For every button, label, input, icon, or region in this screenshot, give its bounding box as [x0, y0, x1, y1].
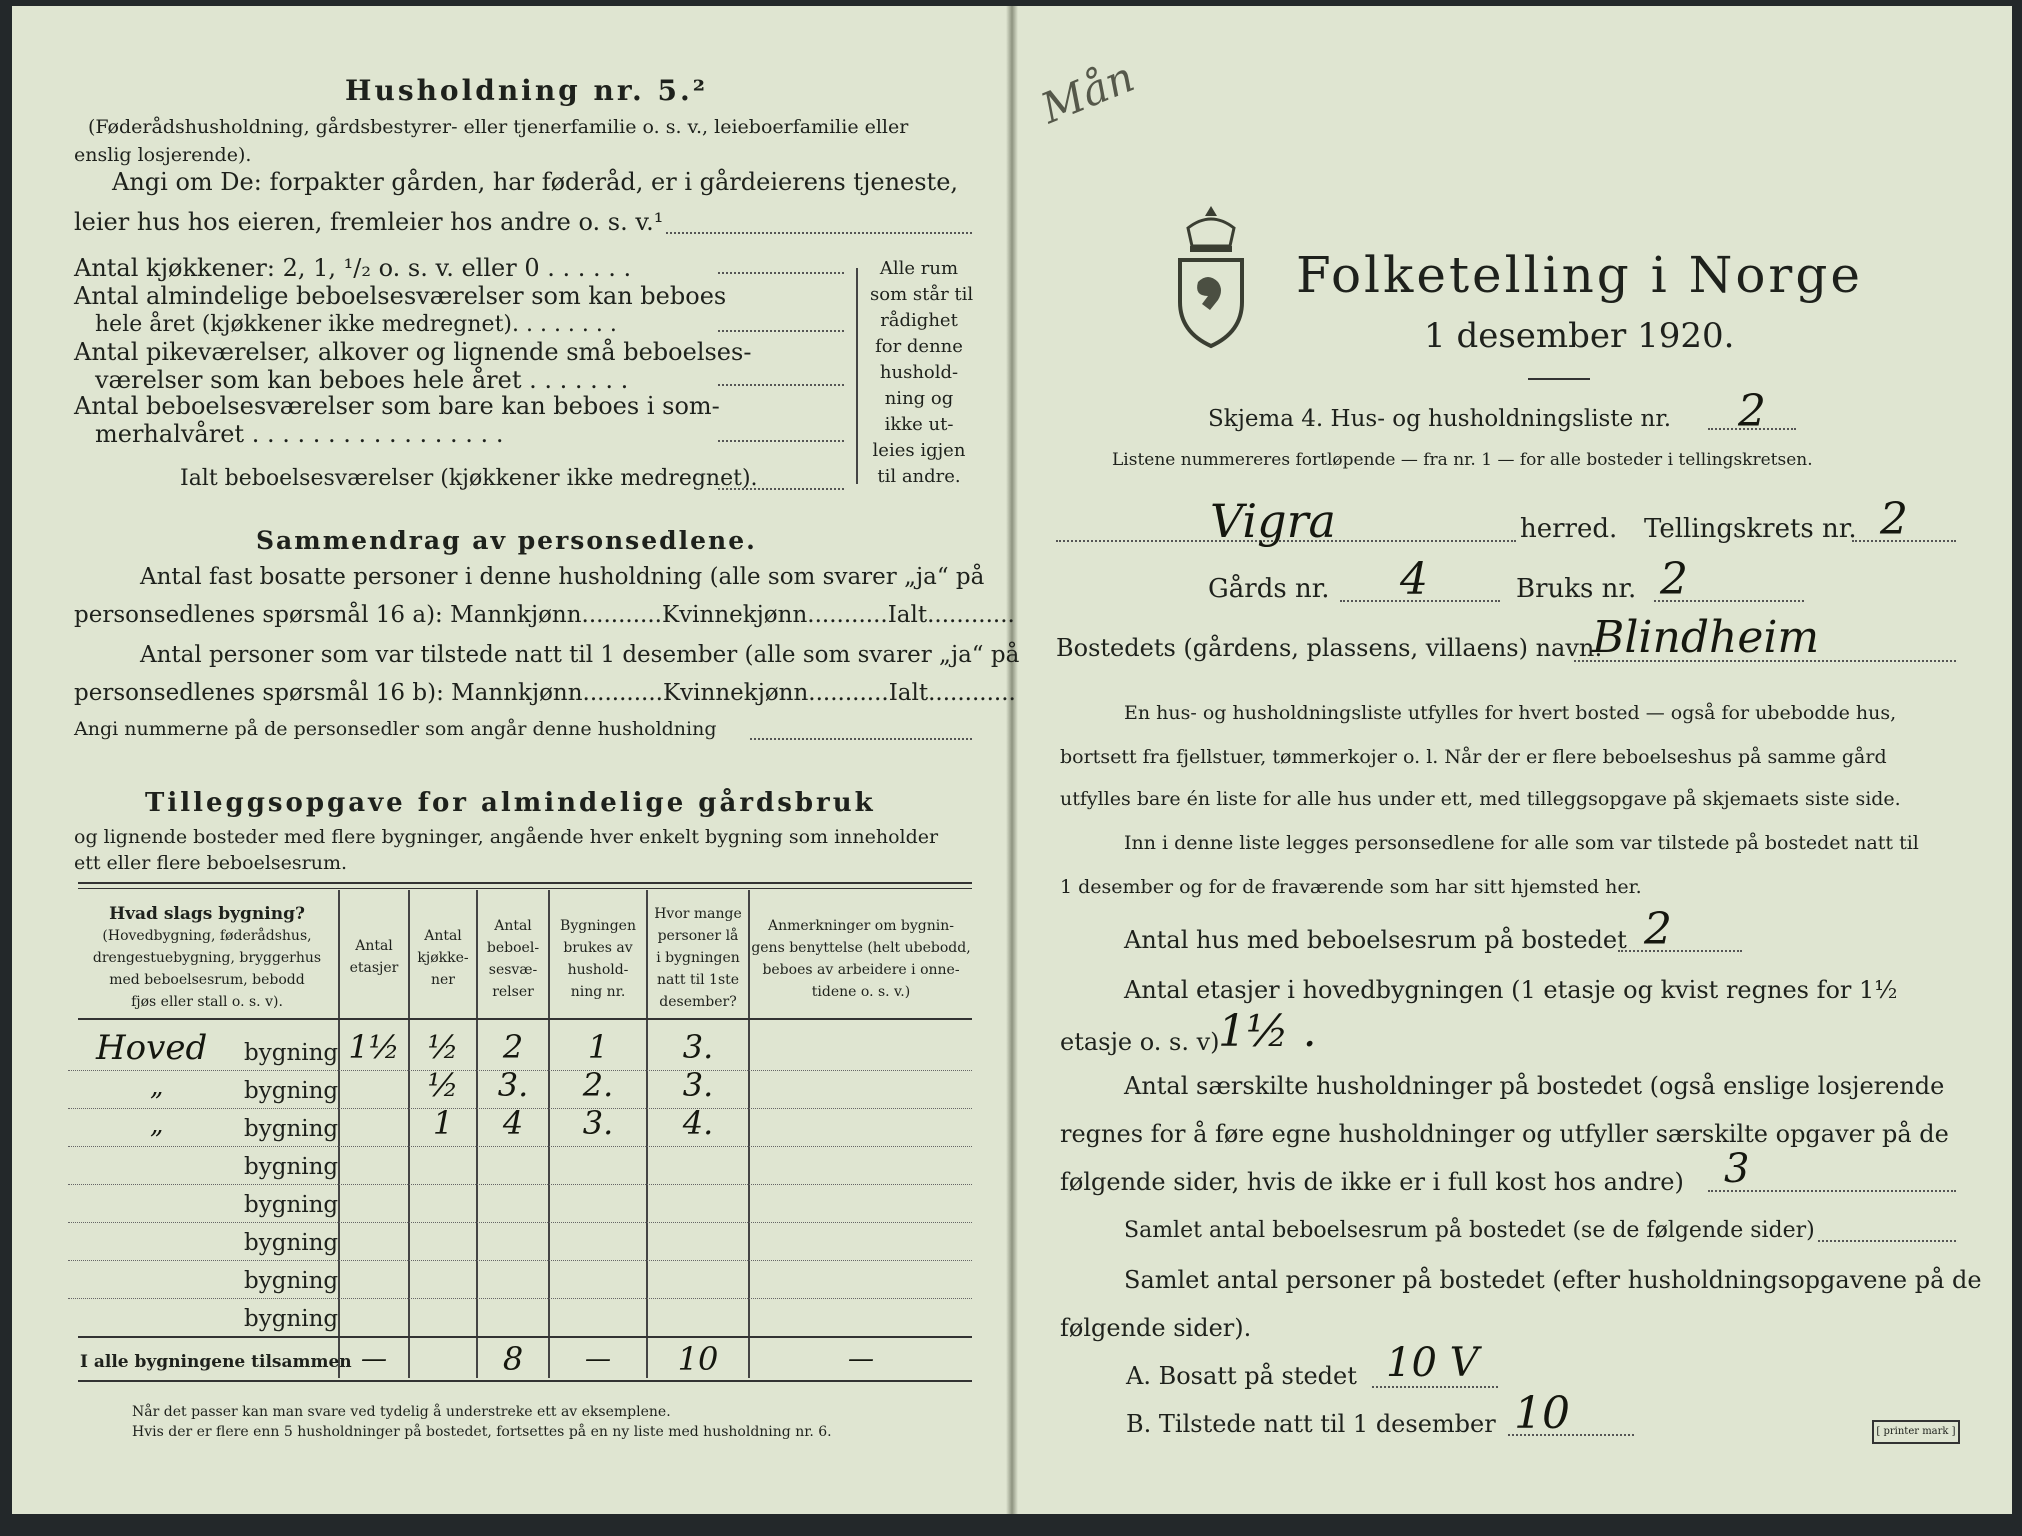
brace-note-2: rådighet	[880, 310, 958, 331]
table-top-rule	[78, 882, 972, 884]
rooms-line-2: Antal almindelige beboelsesværelser som kan beboes	[74, 282, 727, 310]
row-label-7: bygning	[244, 1306, 339, 1332]
row-label-3: bygning	[244, 1154, 339, 1180]
bosatt-fill	[1372, 1386, 1498, 1388]
row-hush-0: 1	[587, 1028, 609, 1066]
coat-of-arms-icon	[1168, 202, 1254, 350]
col-header-kjokken-2: ner	[431, 972, 455, 988]
col-header-pers-2: i bygningen	[656, 950, 740, 966]
col-header-etasjer-0: Antal	[355, 938, 393, 954]
col-header-pers-1: personer lå	[657, 928, 739, 944]
summary-line-4: personsedlenes spørsmål 16 b): Mannkjønn...........Kvinnekjønn...........Ialt............	[74, 680, 1016, 706]
header-rule	[78, 1018, 972, 1020]
row-hush-2: 3.	[582, 1104, 614, 1142]
col-header-anm-3: tidene o. s. v.)	[811, 984, 911, 1000]
census-title: Folketelling i Norge	[1296, 246, 1863, 304]
page-fold	[1006, 6, 1018, 1514]
row-vaer-2: 4	[502, 1104, 524, 1142]
col-header-pers-4: desember?	[659, 994, 737, 1010]
brace-note-3: for denne	[875, 336, 963, 357]
margin-scribble: Mån	[1034, 51, 1141, 134]
col-header-anm-1: gens benyttelse (helt ubebodd,	[751, 940, 971, 956]
rooms-fill-4	[718, 440, 844, 442]
total-rule	[78, 1336, 972, 1338]
rooms-line-3: hele året (kjøkkener ikke medregnet). . . . . . . .	[95, 312, 617, 337]
bosted-label: Bostedets (gårdens, plassens, villaens) navn:	[1056, 634, 1603, 662]
summary-line-5: Angi nummerne på de personsedler som angår denne husholdning	[74, 718, 717, 740]
row-etasjer-0: 1½	[348, 1028, 400, 1066]
summary-line-1: Antal fast bosatte personer i denne husholdning (alle som svarer „ja“ på	[140, 564, 985, 590]
brace-note-0: Alle rum	[879, 258, 959, 279]
samlet-pers-2: følgende sider).	[1060, 1314, 1252, 1342]
row-label-0: bygning	[244, 1040, 339, 1066]
listene-note: Listene nummereres fortløpende — fra nr. 1 — for alle bosteder i tellingskretsen.	[1112, 450, 1813, 470]
para1-line-3: utfylles bare én liste for alle hus under ett, med tilleggsopgave på skjemaets siste side.	[1060, 788, 1901, 810]
para2-line-2: 1 desember og for de fraværende som har sitt hjemsted her.	[1060, 876, 1642, 898]
samlet-rum: Samlet antal beboelsesrum på bostedet (se de følgende sider)	[1124, 1218, 1815, 1243]
total-hush: —	[585, 1344, 611, 1374]
hus-label: Antal hus med beboelsesrum på bostedet	[1124, 926, 1627, 954]
row-hush-1: 2.	[582, 1066, 614, 1104]
footnote-1: Når det passer kan man svare ved tydelig å understreke ett av eksemplene.	[132, 1404, 671, 1420]
row-line-2	[68, 1146, 972, 1147]
herred-label: herred.	[1520, 514, 1618, 544]
row-line-4	[68, 1222, 972, 1223]
rooms-fill-3	[718, 384, 844, 386]
nummerne-fill	[750, 738, 972, 740]
row-type-0: Hoved	[96, 1028, 208, 1068]
samlet-rum-fill	[1818, 1240, 1956, 1242]
gards-label: Gårds nr.	[1208, 574, 1330, 604]
rooms-line-6: Antal beboelsesværelser som bare kan beboes i som-	[74, 392, 720, 420]
gards-value: 4	[1400, 554, 1428, 605]
rooms-line-1: Antal kjøkkener: 2, 1, ¹/₂ o. s. v. eller 0 . . . . . .	[74, 254, 632, 282]
tilstede-label: B. Tilstede natt til 1 desember	[1126, 1410, 1496, 1438]
brace	[856, 268, 858, 484]
col-header-type-3: med beboelsesrum, bebodd	[109, 972, 305, 988]
herred-value: Vigra	[1210, 494, 1336, 548]
brace-note-5: ning og	[884, 388, 954, 409]
row-line-5	[68, 1260, 972, 1261]
row-line-6	[68, 1298, 972, 1299]
rooms-fill-2	[718, 330, 844, 332]
col-header-hush-3: ning nr.	[570, 984, 626, 1000]
brace-note-1: som står til	[870, 284, 974, 305]
col-header-hush-2: hushold-	[567, 962, 629, 978]
col-header-anm-2: beboes av arbeidere i onne-	[762, 962, 960, 978]
supp-title: Tilleggsopgave for almindelige gårdsbruk	[145, 788, 876, 818]
title-rule	[1528, 378, 1590, 380]
bosted-value: Blindheim	[1592, 612, 1820, 663]
ialt-rooms: Ialt beboelsesværelser (kjøkkener ikke medregnet).	[180, 466, 758, 491]
saerskilte-line-2: regnes for å føre egne husholdninger og utfyller særskilte opgaver på de	[1060, 1120, 1949, 1148]
etasjer-line-2: etasje o. s. v)	[1060, 1028, 1220, 1056]
saerskilte-value: 3	[1724, 1146, 1750, 1192]
printer-stamp: [ printer mark ]	[1872, 1420, 1960, 1444]
hus-fill	[1618, 950, 1742, 952]
krets-value: 2	[1880, 494, 1908, 545]
skjema-label: Skjema 4. Hus- og husholdningsliste nr.	[1208, 406, 1672, 432]
col-header-type-2: drengestuebygning, bryggerhus	[92, 950, 322, 966]
col-header-pers-3: natt til 1ste	[656, 972, 740, 988]
table-bottom-rule	[78, 1380, 972, 1382]
total-anm: —	[848, 1344, 874, 1374]
row-label-4: bygning	[244, 1192, 339, 1218]
etasjer-value: 1½ .	[1218, 1006, 1317, 1057]
supp-line-1: og lignende bosteder med flere bygninger, angående hver enkelt bygning som inneholder	[74, 826, 939, 848]
col-header-type-0: Hvad slags bygning?	[109, 904, 305, 924]
brace-note-6: ikke ut-	[884, 414, 954, 435]
col-header-vaer-0: Antal	[494, 918, 532, 934]
row-pers-0: 3.	[682, 1028, 714, 1066]
col-header-kjokken-0: Antal	[424, 928, 462, 944]
household-subtitle-2: enslig losjerende).	[74, 144, 252, 166]
col-header-pers-0: Hvor mange	[654, 906, 742, 922]
col-header-hush-1: brukes av	[563, 940, 633, 956]
rooms-line-4: Antal pikeværelser, alkover og lignende små beboelses-	[74, 338, 752, 366]
row-label-5: bygning	[244, 1230, 339, 1256]
etasjer-line-1: Antal etasjer i hovedbygningen (1 etasje og kvist regnes for 1½	[1124, 976, 1898, 1004]
tilstede-value: 10	[1514, 1388, 1570, 1439]
para1-line-1: En hus- og husholdningsliste utfylles for hvert bosted — også for ubebodde hus,	[1124, 702, 1897, 724]
angi-fill	[666, 232, 972, 234]
angi-line-1: Angi om De: forpakter gården, har føderåd, er i gårdeierens tjeneste,	[112, 168, 959, 196]
household-subtitle-1: (Føderådshusholdning, gårdsbestyrer- eller tjenerfamilie o. s. v., leieboerfamilie eller	[88, 116, 909, 138]
summary-line-3: Antal personer som var tilstede natt til 1 desember (alle som svarer „ja“ på	[140, 642, 1020, 668]
skjema-nr: 2	[1738, 386, 1766, 437]
krets-label: Tellingskrets nr.	[1644, 514, 1857, 544]
row-label-1: bygning	[244, 1078, 339, 1104]
summary-line-2: personsedlenes spørsmål 16 a): Mannkjønn...........Kvinnekjønn...........Ialt............	[74, 602, 1015, 628]
total-pers: 10	[677, 1340, 719, 1378]
rooms-line-7: merhalvåret . . . . . . . . . . . . . . . . .	[95, 420, 504, 448]
samlet-pers-1: Samlet antal personer på bostedet (efter husholdningsopgavene på de	[1124, 1266, 1982, 1294]
col-header-vaer-3: relser	[492, 984, 534, 1000]
bruks-value: 2	[1660, 554, 1688, 605]
saerskilte-line-1: Antal særskilte husholdninger på bostedet (også enslige losjerende	[1124, 1072, 1945, 1100]
angi-line-2: leier hus hos eieren, fremleier hos andre o. s. v.¹	[74, 208, 664, 236]
bosatt-label: A. Bosatt på stedet	[1126, 1362, 1357, 1390]
row-kjokken-1: ½	[427, 1066, 459, 1104]
col-header-vaer-2: sesvæ-	[488, 962, 538, 978]
row-vaer-0: 2	[502, 1028, 524, 1066]
col-header-vaer-1: beboel-	[486, 940, 540, 956]
saerskilte-line-3: følgende sider, hvis de ikke er i full kost hos andre)	[1060, 1168, 1684, 1196]
row-type-2: „	[150, 1110, 164, 1140]
total-etasjer: —	[361, 1344, 387, 1374]
row-pers-2: 4.	[682, 1104, 714, 1142]
row-line-3	[68, 1184, 972, 1185]
total-vaer: 8	[502, 1340, 524, 1378]
rooms-line-5: værelser som kan beboes hele året . . . . . . .	[95, 366, 629, 394]
row-kjokken-0: ½	[427, 1028, 459, 1066]
col-header-etasjer-1: etasjer	[349, 960, 399, 976]
col-header-type-1: (Hovedbygning, føderådshus,	[102, 928, 312, 944]
col-header-anm-0: Anmerkninger om bygnin-	[768, 918, 954, 934]
brace-note-4: hushold-	[879, 362, 959, 383]
brace-note-8: til andre.	[877, 466, 961, 487]
para2-line-1: Inn i denne liste legges personsedlene for alle som var tilstede på bostedet natt til	[1124, 832, 1919, 854]
rooms-fill-1	[718, 272, 844, 274]
ialt-fill	[718, 488, 844, 490]
row-label-2: bygning	[244, 1116, 339, 1142]
col-header-kjokken-1: kjøkke-	[417, 950, 469, 966]
hus-value: 2	[1644, 904, 1672, 955]
para1-line-2: bortsett fra fjellstuer, tømmerkojer o. l. Når der er flere beboelseshus på samme gård	[1060, 746, 1887, 768]
row-pers-1: 3.	[682, 1066, 714, 1104]
supp-line-2: ett eller flere beboelsesrum.	[74, 852, 348, 874]
household-title: Husholdning nr. 5.²	[345, 74, 709, 107]
census-date: 1 desember 1920.	[1424, 316, 1735, 356]
total-label: I alle bygningene tilsammen	[80, 1352, 352, 1372]
bosatt-value: 10 V	[1386, 1340, 1479, 1386]
col-header-hush-0: Bygningen	[560, 918, 636, 934]
brace-note-7: leies igjen	[872, 440, 966, 461]
row-vaer-1: 3.	[497, 1066, 529, 1104]
row-type-1: „	[150, 1072, 164, 1102]
row-kjokken-2: 1	[432, 1104, 454, 1142]
footnote-2: Hvis der er flere enn 5 husholdninger på bostedet, fortsettes på en ny liste med husholdning nr. 6.	[132, 1424, 832, 1440]
col-header-type-4: fjøs eller stall o. s. v).	[131, 994, 283, 1010]
summary-title: Sammendrag av personsedlene.	[256, 526, 757, 555]
bruks-label: Bruks nr.	[1516, 574, 1637, 604]
table-top-rule-2	[78, 888, 972, 889]
row-label-6: bygning	[244, 1268, 339, 1294]
